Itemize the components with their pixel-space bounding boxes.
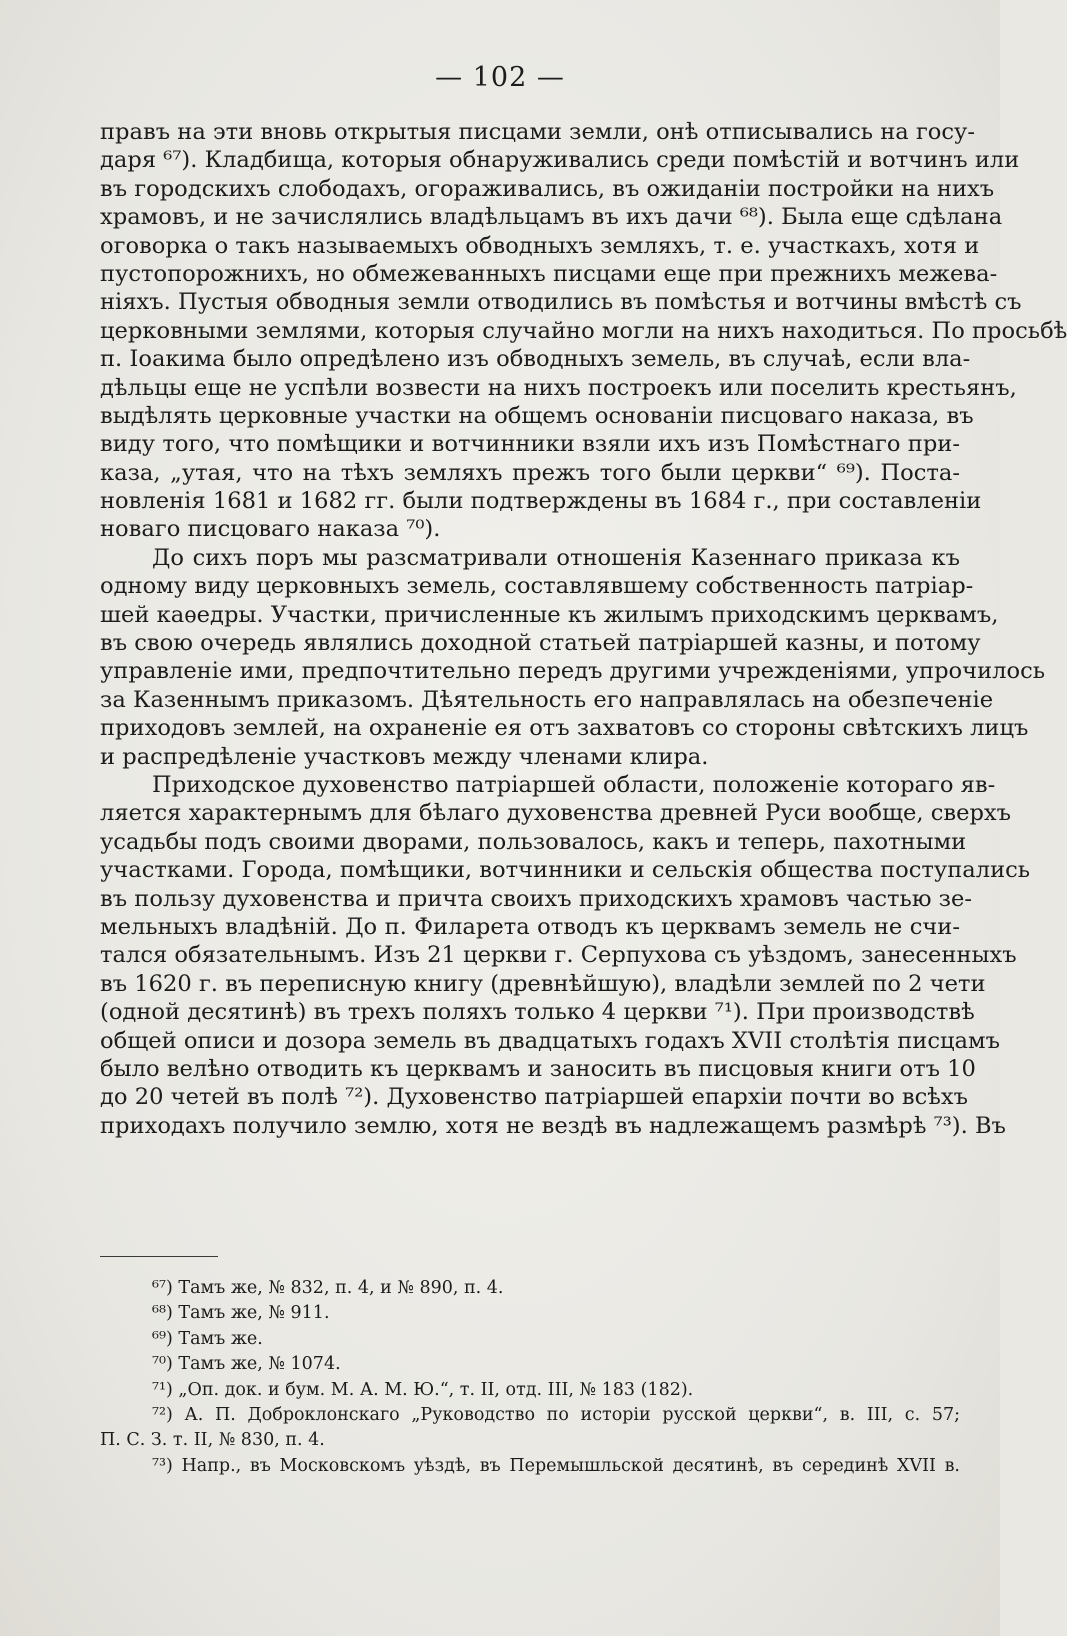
- text-line: пустопорожнихъ, но обмежеванныхъ писцами еще при прежнихъ межева-: [100, 260, 998, 287]
- text-line: мельныхъ владѣній. До п. Филарета отводъ къ церквамъ земель не счи-: [100, 913, 960, 940]
- text-line: оговорка о такъ называемыхъ обводныхъ земляхъ, т. е. участкахъ, хотя и: [100, 232, 980, 259]
- text-line: было велѣно отводить къ церквамъ и заносить въ писцовыя книги отъ 10: [100, 1055, 976, 1082]
- footnote: ⁶⁸) Тамъ же, № 911.: [152, 1303, 330, 1324]
- text-line: (одной десятинѣ) въ трехъ поляхъ только 4 церкви ⁷¹). При производствѣ: [100, 999, 975, 1026]
- text-line: ніяхъ. Пустыя обводныя земли отводились въ помѣстья и вотчины вмѣстѣ съ: [100, 289, 1022, 316]
- text-line: церковными землями, которыя случайно могли на нихъ находиться. По просьбѣ: [100, 317, 1067, 344]
- footnote: ⁶⁹) Тамъ же.: [152, 1328, 263, 1349]
- text-line: общей описи и дозора земель въ двадцатыхъ годахъ XVII столѣтія писцамъ: [100, 1027, 1000, 1054]
- text-line: Приходское духовенство патріаршей области, положеніе котораго яв-: [152, 771, 996, 798]
- text-line: въ свою очередь являлись доходной статьей патріаршей казны, и потому: [100, 630, 981, 657]
- page-number: — 102 —: [435, 62, 565, 93]
- footnote: ⁶⁷) Тамъ же, № 832, п. 4, и № 890, п. 4.: [152, 1278, 504, 1298]
- text-line: храмовъ, и не зачислялись владѣльцамъ въ ихъ дачи ⁶⁸). Была еще сдѣлана: [100, 204, 1003, 231]
- text-line: въ городскихъ слободахъ, огораживались, въ ожиданіи постройки на нихъ: [100, 175, 995, 202]
- text-line: приходовъ землей, на охраненіе ея отъ захватовъ со стороны свѣтскихъ лицъ: [100, 715, 1029, 742]
- text-line: До сихъ поръ мы разсматривали отношенія Казеннаго приказа къ: [152, 544, 960, 571]
- footnote: ⁷⁰) Тамъ же, № 1074.: [152, 1354, 341, 1375]
- text-line: п. Іоакима было опредѣлено изъ обводныхъ земель, въ случаѣ, если вла-: [100, 346, 971, 373]
- text-line: правъ на эти вновь открытыя писцами земли, онѣ отписывались на госу-: [100, 119, 975, 145]
- text-line: одному виду церковныхъ земель, составлявшему собственность патріар-: [100, 573, 974, 600]
- text-line: участками. Города, помѣщики, вотчинники и сельскія общества поступались: [100, 857, 1031, 884]
- text-line: виду того, что помѣщики и вотчинники взяли ихъ изъ Помѣстнаго при-: [100, 431, 960, 458]
- footnote: ⁷¹) „Оп. док. и бум. М. А. М. Ю.“, т. II, отд. III, № 183 (182).: [152, 1379, 694, 1400]
- text-line: новаго писцоваго наказа ⁷⁰).: [100, 516, 441, 543]
- text-line: ляется характернымъ для бѣлаго духовенства древней Руси вообще, сверхъ: [100, 800, 1012, 827]
- text-line: въ пользу духовенства и причта своихъ приходскихъ храмовъ частью зе-: [100, 885, 972, 912]
- text-line: шей каѳедры. Участки, причисленные къ жилымъ приходскимъ церквамъ,: [100, 601, 999, 628]
- text-line: до 20 четей въ полѣ ⁷²). Духовенство патріаршей епархіи почти во всѣхъ: [100, 1084, 969, 1111]
- text-line: усадьбы подъ своими дворами, пользовалось, какъ и теперь, пахотными: [100, 828, 967, 855]
- text-line: тался обязательнымъ. Изъ 21 церкви г. Серпухова съ уѣздомъ, занесенныхъ: [100, 942, 1017, 969]
- text-line: выдѣлять церковные участки на общемъ основаніи писцоваго наказа, въ: [100, 402, 974, 429]
- footnotes: [100, 1276, 960, 1479]
- text-line: за Казеннымъ приказомъ. Дѣятельность его направлялась на обезпеченіе: [100, 686, 994, 713]
- text-line: даря ⁶⁷). Кладбища, которыя обнаруживались среди помѣстій и вотчинъ или: [100, 147, 1020, 174]
- text-line: и распредѣленіе участковъ между членами клира.: [100, 743, 709, 770]
- text-line: управленіе ими, предпочтительно передъ другими учрежденіями, упрочилось: [100, 658, 1046, 685]
- footnote: ⁷³) Напр., въ Московскомъ уѣздѣ, въ Перемышльской десятинѣ, въ серединѣ XVII в.: [152, 1455, 960, 1476]
- text-line: новленія 1681 и 1682 гг. были подтверждены въ 1684 г., при составленіи: [100, 488, 982, 515]
- text-line: каза, „утая, что на тѣхъ земляхъ прежъ того были церкви“ ⁶⁹). Поста-: [100, 459, 960, 486]
- text-line: въ 1620 г. въ переписную книгу (древнѣйшую), владѣли землей по 2 чети: [100, 970, 986, 997]
- footnote: П. С. З. т. II, № 830, п. 4.: [100, 1430, 325, 1451]
- main-text: [100, 118, 1067, 1140]
- footnote-divider: [100, 1256, 218, 1257]
- footnote: ⁷²) А. П. Доброклонскаго „Руководство по исторіи русской церкви“, в. III, с. 57;: [152, 1404, 960, 1425]
- text-line: приходахъ получило землю, хотя не вездѣ въ надлежащемъ размѣрѣ ⁷³). Въ: [100, 1112, 1006, 1139]
- text-line: дѣльцы еще не успѣли возвести на нихъ построекъ или поселить крестьянъ,: [100, 374, 1017, 401]
